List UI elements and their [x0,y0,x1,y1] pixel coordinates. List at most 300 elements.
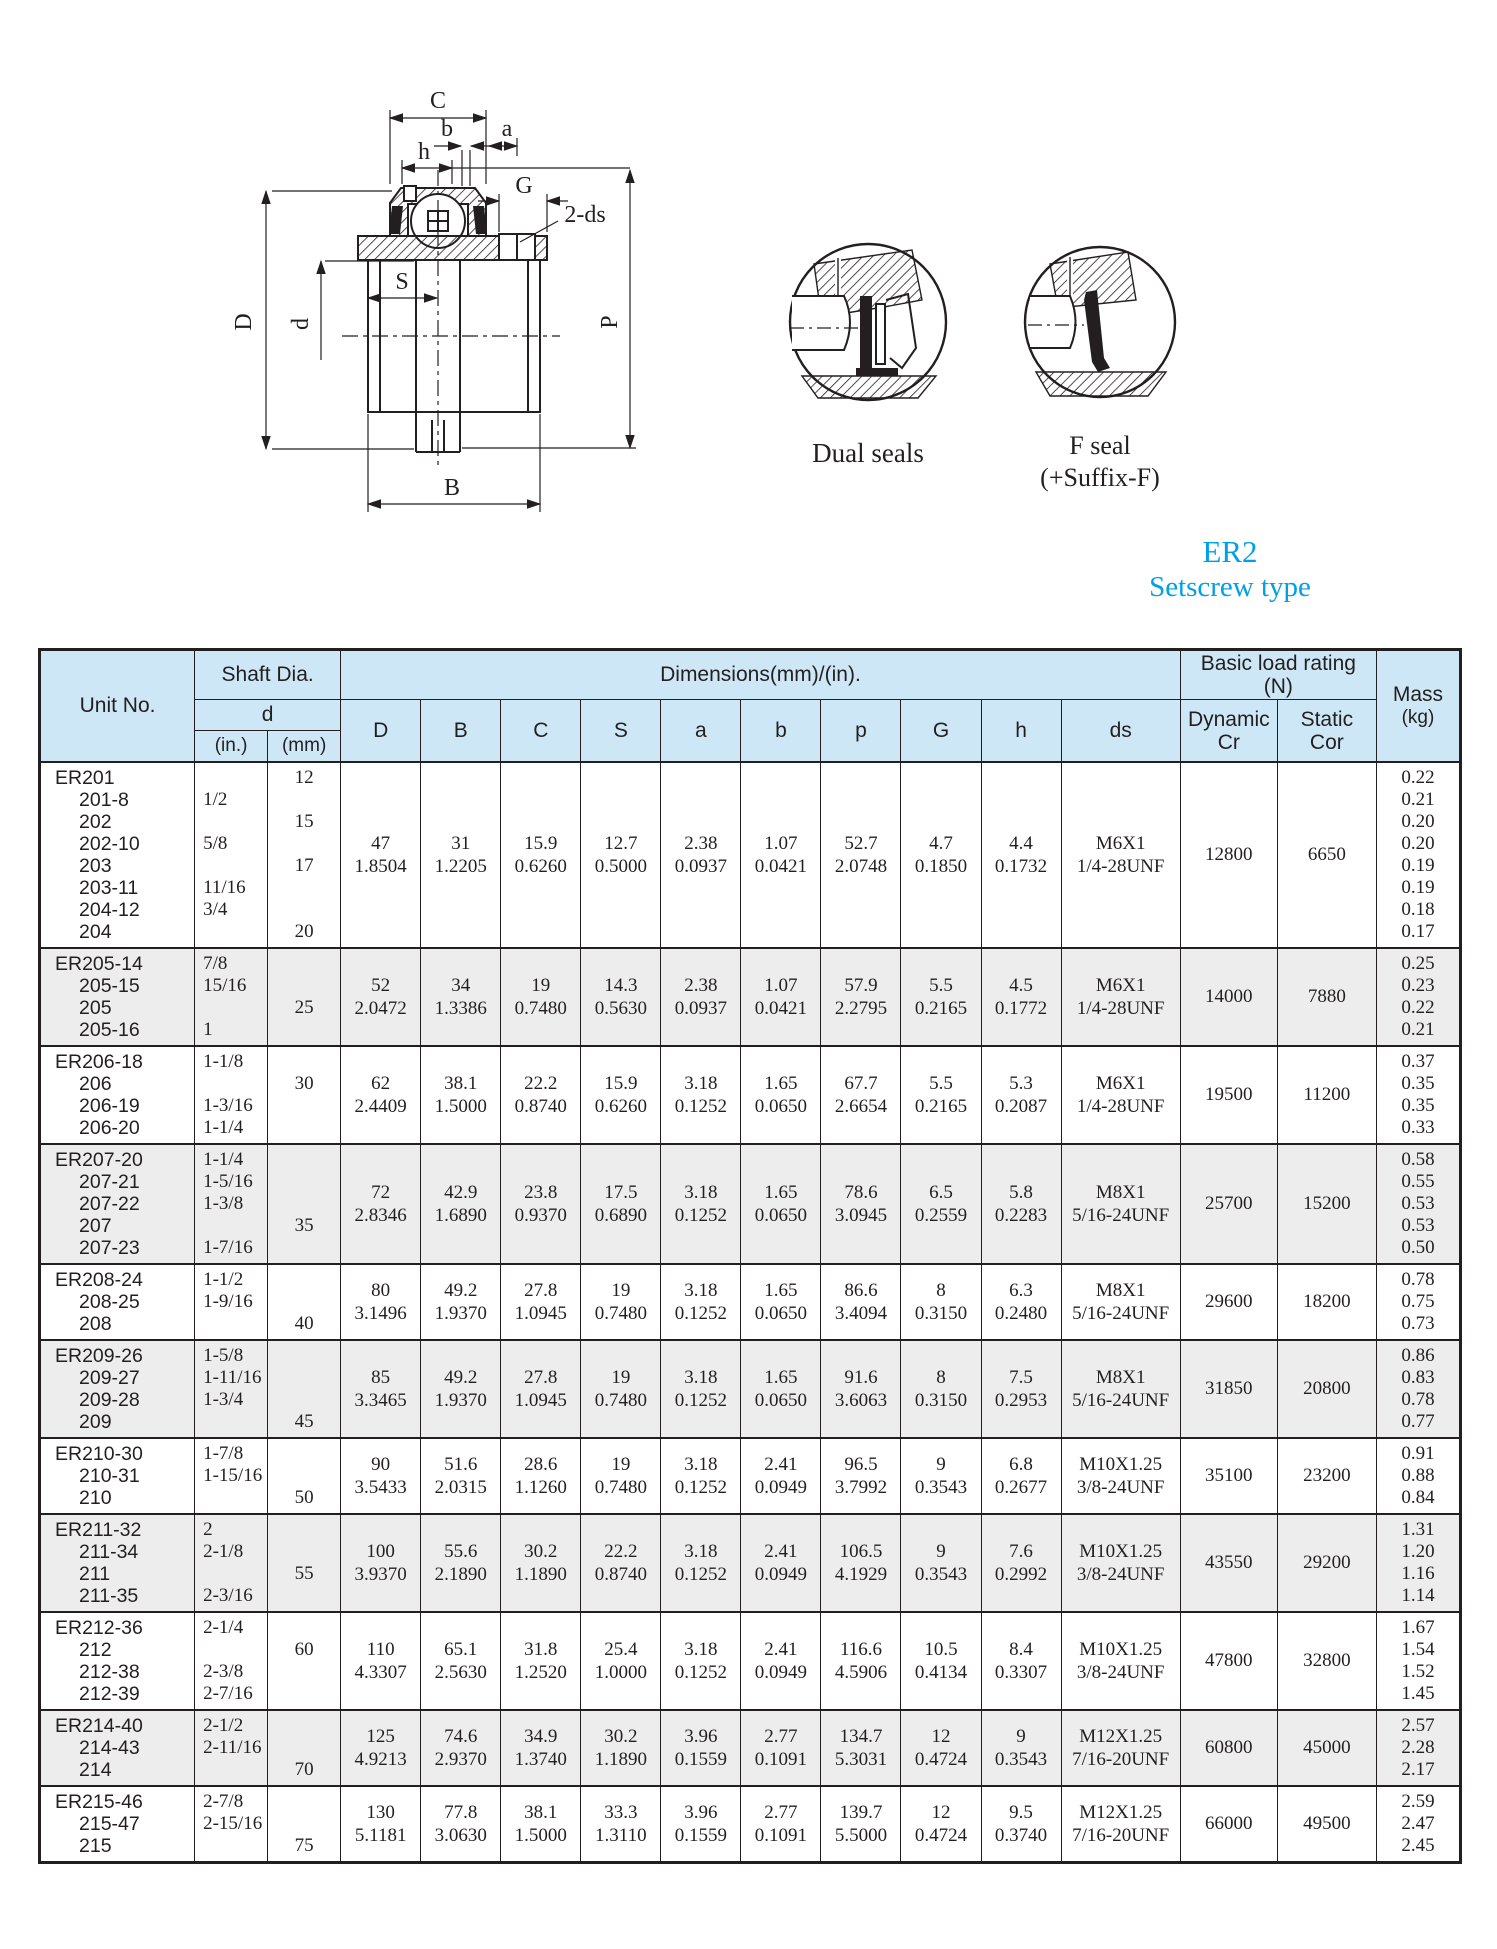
dim-value-line: 0.8740 [594,1564,647,1585]
shaft-dia-mm-value [268,1813,340,1835]
dim-value-line: 38.1 [524,1802,558,1823]
mass-value: 0.20 [1401,833,1435,854]
dim-value-line: 27.8 [524,1367,558,1388]
dim-cell-ds [1061,1438,1180,1514]
dim-value-line: 3.0630 [434,1825,487,1846]
table-row-group [40,1710,1461,1786]
dim-value-line: 2.5630 [434,1662,487,1683]
shaft-dia-mm-value [268,1367,340,1389]
dim-value-line: 3/8-24UNF [1076,1564,1165,1585]
dim-value-line: 130 [366,1802,395,1823]
dim-label-b: b [441,116,453,142]
shaft-dia-in-value: 1-9/16 [203,1291,253,1312]
shaft-dia-in-value [195,1215,267,1237]
dim-cell-a [661,1710,741,1786]
dim-value-pair [581,832,660,878]
dim-value-line: 0.0949 [754,1564,808,1585]
shaft-dia-in-value: 1-1/4 [203,1149,244,1170]
unit-no: ER201 [55,767,115,789]
dim-value-pair [1062,974,1180,1020]
shaft-dia-in-value: 1-7/16 [203,1237,253,1258]
static-cor-cell: 29200 [1277,1514,1376,1612]
dim-value-line: 5.3031 [834,1749,888,1770]
unit-no: 205-16 [79,1019,140,1041]
dim-value-line: 19 [611,1367,631,1388]
dim-value-pair [901,1638,980,1684]
dim-value-line: 0.0421 [754,856,808,877]
dim-cell-S [581,1514,661,1612]
dim-value-pair [982,1072,1061,1118]
static-cor-cell: 15200 [1277,1144,1376,1264]
dim-value-line: M8X1 [1095,1280,1146,1301]
dim-value-line: 90 [371,1454,391,1475]
dim-value-line: 0.1732 [994,856,1048,877]
mass-value: 0.78 [1401,1389,1435,1410]
mass-value: 0.21 [1401,789,1435,810]
dim-value-line: 4.9213 [354,1749,407,1770]
dim-value-line: 0.0650 [754,1096,808,1117]
header-col-C: C [501,700,581,763]
dim-value-line: 0.2677 [994,1477,1048,1498]
dim-value-pair [341,1072,420,1118]
shaft-dia-in-value: 1/2 [203,789,228,810]
dim-cell-S [581,1046,661,1144]
dim-value-line: 0.1252 [674,1205,727,1226]
dim-value-pair [1062,1366,1180,1412]
dim-value-pair [581,1725,660,1771]
dim-value-pair [421,1453,500,1499]
dim-value-line: 77.8 [444,1802,478,1823]
dim-cell-D [341,762,421,948]
dim-cell-ds [1061,1514,1180,1612]
mass-value: 0.73 [1401,1313,1435,1334]
shaft-dia-in-cell [195,1786,268,1863]
shaft-dia-in-cell [195,1612,268,1710]
dim-cell-h [981,1612,1061,1710]
dynamic-cr-cell: 47800 [1180,1612,1277,1710]
dim-value-line: 1.65 [764,1182,798,1203]
dim-cell-C [501,948,581,1046]
dim-cell-B [421,1438,501,1514]
dim-value-pair [581,1801,660,1847]
dim-cell-p [821,1514,901,1612]
unit-no: 207-23 [79,1237,140,1259]
unit-no: ER208-24 [55,1269,143,1291]
dim-label-D: D [231,313,257,331]
mass-value: 0.88 [1401,1465,1435,1486]
shaft-dia-mm-value [268,1519,340,1541]
unit-no: 206 [79,1073,112,1095]
unit-no-cell [40,1514,195,1612]
dim-value-line: 3/8-24UNF [1076,1477,1165,1498]
dim-label-2ds: 2-ds [564,202,606,228]
table-row-group [40,1046,1461,1144]
shaft-dia-mm-value: 15 [294,811,314,832]
shaft-dia-in-cell [195,1046,268,1144]
header-col-h: h [981,700,1061,763]
dim-cell-S [581,762,661,948]
dim-value-line: 1.2520 [514,1662,567,1683]
dim-value-pair [341,1725,420,1771]
dim-value-line: 139.7 [839,1802,883,1823]
dim-value-line: 33.3 [604,1802,638,1823]
dim-value-line: 116.6 [839,1639,882,1660]
static-cor-cell: 45000 [1277,1710,1376,1786]
dim-value-pair [341,1801,420,1847]
dim-value-line: 49.2 [444,1367,478,1388]
dim-value-line: 1.9370 [434,1390,487,1411]
dim-value-line: 1.1260 [514,1477,567,1498]
unit-no: 202-10 [79,833,140,855]
dim-value-line: 3.4094 [834,1303,888,1324]
shaft-dia-mm-value: 50 [294,1487,314,1508]
dim-value-line: 6.3 [1009,1280,1033,1301]
table-header [40,650,1461,763]
shaft-dia-in-value [195,855,267,877]
mass-value: 0.23 [1401,975,1435,996]
dim-value-pair [341,1638,420,1684]
dim-value-line: 0.3150 [914,1390,968,1411]
dim-cell-b [741,1144,821,1264]
unit-no: 215 [79,1835,112,1857]
mass-cell [1376,1340,1460,1438]
dim-value-line: 67.7 [844,1073,878,1094]
dim-value-line: 30.2 [604,1726,638,1747]
dim-value-line: 2.41 [764,1454,798,1475]
dim-cell-D [341,1340,421,1438]
dim-cell-B [421,1264,501,1340]
dim-value-pair [821,1279,900,1325]
dim-value-line: 3.18 [684,1639,718,1660]
shaft-dia-mm-value [268,1269,340,1291]
shaft-dia-mm-value: 55 [294,1563,314,1584]
dim-value-pair [661,1453,740,1499]
dim-cell-a [661,1612,741,1710]
dim-value-line: 0.6890 [594,1205,647,1226]
dim-value-line: 2.8346 [354,1205,407,1226]
dim-cell-a [661,1264,741,1340]
dim-value-line: 4.4 [1009,833,1033,854]
shaft-dia-in-value: 2-1/4 [203,1617,244,1638]
dim-value-pair [581,1072,660,1118]
shaft-dia-mm-value [268,1661,340,1683]
shaft-dia-in-value: 2-1/8 [203,1541,244,1562]
header-col-D: D [341,700,421,763]
dim-value-line: 15.9 [604,1073,638,1094]
dim-cell-C [501,1340,581,1438]
mass-value: 0.53 [1401,1193,1435,1214]
dim-value-pair [501,1279,580,1325]
dim-value-line: 0.8740 [514,1096,567,1117]
mass-value: 2.57 [1401,1715,1435,1736]
table-row-group [40,1264,1461,1340]
dim-value-line: 65.1 [444,1639,478,1660]
dim-value-pair [901,1801,980,1847]
dim-cell-C [501,1264,581,1340]
header-col-p: p [821,700,901,763]
shaft-dia-in-cell [195,1514,268,1612]
shaft-dia-in-value: 15/16 [203,975,247,996]
mass-value: 1.14 [1401,1585,1435,1606]
dim-value-line: 1.0945 [514,1303,567,1324]
dim-cell-ds [1061,948,1180,1046]
shaft-dia-in-value [195,767,267,789]
unit-no: ER215-46 [55,1791,143,1813]
static-cor-cell: 6650 [1277,762,1376,948]
dim-cell-B [421,1144,501,1264]
shaft-dia-mm-value [268,1095,340,1117]
dim-value-line: 4.3307 [354,1662,407,1683]
dim-value-line: 125 [366,1726,395,1747]
shaft-dia-mm-cell [268,948,341,1046]
dim-cell-p [821,1438,901,1514]
dim-value-line: 3.18 [684,1280,718,1301]
dim-value-pair [421,1801,500,1847]
dim-value-line: 0.2165 [914,1096,968,1117]
dim-value-line: 8.4 [1009,1639,1033,1660]
dim-value-pair [421,1638,500,1684]
dynamic-cr-cell: 12800 [1180,762,1277,948]
dim-cell-B [421,1046,501,1144]
unit-no: 202 [79,811,112,833]
dim-value-line: 9 [936,1541,946,1562]
unit-no-cell [40,1710,195,1786]
dim-value-pair [1062,1540,1180,1586]
dim-value-line: 0.0937 [674,856,727,877]
dim-cell-S [581,948,661,1046]
dim-value-pair [1062,832,1180,878]
dim-value-pair [501,1072,580,1118]
dim-value-line: 0.0650 [754,1205,808,1226]
dim-value-line: 3.18 [684,1073,718,1094]
dim-label-d: d [288,318,314,330]
shaft-dia-in-value: 2 [203,1519,213,1540]
dim-cell-h [981,762,1061,948]
shaft-dia-mm-value [268,1443,340,1465]
unit-no: 207-21 [79,1171,140,1193]
dim-cell-D [341,1264,421,1340]
dim-cell-p [821,1144,901,1264]
unit-no: 205 [79,997,112,1019]
shaft-dia-mm-value: 75 [294,1835,314,1856]
dim-value-pair [982,1801,1061,1847]
unit-no-cell [40,1264,195,1340]
dim-value-line: 5/16-24UNF [1072,1303,1170,1324]
dim-value-pair [341,1366,420,1412]
dim-value-line: 0.1850 [914,856,968,877]
dim-value-line: 0.7480 [594,1390,647,1411]
dim-value-line: 19 [611,1280,631,1301]
mass-value: 1.67 [1401,1617,1435,1638]
shaft-dia-in-value: 3/4 [203,899,228,920]
shaft-dia-mm-value [268,1541,340,1563]
unit-no: 206-19 [79,1095,140,1117]
dim-cell-G [901,1786,981,1863]
shaft-dia-mm-value [268,833,340,855]
shaft-dia-in-value: 5/8 [203,833,228,854]
dynamic-line1: Dynamic [1187,707,1270,731]
dim-value-pair [421,1540,500,1586]
dim-value-line: 0.7480 [514,998,567,1019]
dim-value-line: 0.2480 [994,1303,1048,1324]
dim-value-pair [741,974,820,1020]
shaft-dia-mm-value: 25 [294,997,314,1018]
shaft-dia-in-cell [195,948,268,1046]
dim-value-pair [341,1181,420,1227]
dim-value-pair [1062,1181,1180,1227]
mass-value: 0.53 [1401,1215,1435,1236]
dim-value-line: 6.8 [1009,1454,1033,1475]
dim-value-line: 2.38 [684,833,718,854]
dim-value-line: 2.38 [684,975,718,996]
dim-value-line: 0.9370 [514,1205,567,1226]
mass-line2: (kg) [1401,707,1435,728]
dim-value-line: 19 [531,975,551,996]
shaft-dia-mm-cell [268,1514,341,1612]
dim-value-line: 62 [371,1073,391,1094]
dim-cell-h [981,1514,1061,1612]
header-col-a: a [661,700,741,763]
dim-value-pair [341,1540,420,1586]
dim-value-line: M10X1.25 [1079,1454,1163,1475]
header-col-b: b [741,700,821,763]
dim-cell-B [421,1514,501,1612]
dim-value-line: 0.0650 [754,1390,808,1411]
dim-value-line: 3.1496 [354,1303,407,1324]
mass-cell [1376,1710,1460,1786]
dim-value-pair [741,1725,820,1771]
dim-value-pair [901,1181,980,1227]
header-dynamic-cr [1180,700,1277,763]
shaft-dia-in-value [195,997,267,1019]
dim-value-pair [421,1181,500,1227]
dim-value-pair [1062,1638,1180,1684]
shaft-dia-mm-value [268,1237,340,1259]
dim-cell-h [981,1264,1061,1340]
unit-no: 210 [79,1487,112,1509]
dim-value-pair [501,974,580,1020]
dim-value-pair [901,1453,980,1499]
shaft-dia-in-value [195,1487,267,1509]
dim-value-line: 1.5000 [514,1825,567,1846]
dim-value-line: 0.6260 [514,856,567,877]
mass-value: 0.55 [1401,1171,1435,1192]
shaft-dia-in-value: 1-15/16 [203,1465,263,1486]
table-row-group [40,762,1461,948]
dim-value-line: 0.1252 [674,1390,727,1411]
dim-value-line: 0.3740 [994,1825,1048,1846]
header-mm: (mm) [268,731,341,763]
dim-cell-b [741,948,821,1046]
dim-value-line: 0.3543 [994,1749,1048,1770]
dim-value-line: 14.3 [604,975,638,996]
dim-value-line: M6X1 [1095,1073,1146,1094]
dim-value-line: 34.9 [524,1726,558,1747]
mass-value: 0.91 [1401,1443,1435,1464]
dim-value-line: 7/16-20UNF [1072,1825,1170,1846]
shaft-dia-in-value [195,1313,267,1335]
shaft-dia-in-value: 1 [203,1019,213,1040]
dim-cell-D [341,1786,421,1863]
dim-value-pair [661,974,740,1020]
unit-no: ER214-40 [55,1715,143,1737]
dynamic-cr-cell: 31850 [1180,1340,1277,1438]
mass-value: 0.84 [1401,1487,1435,1508]
shaft-dia-in-cell [195,1264,268,1340]
dim-value-line: 1/4-28UNF [1076,1096,1165,1117]
dim-cell-D [341,1046,421,1144]
dim-value-pair [821,1540,900,1586]
f-seal-label-line1: F seal [1069,431,1131,460]
header-unit-no: Unit No. [40,650,195,763]
dim-cell-G [901,1144,981,1264]
dim-cell-S [581,1438,661,1514]
dim-value-pair [501,1638,580,1684]
dim-cell-ds [1061,1264,1180,1340]
dim-value-line: 5.1181 [354,1825,407,1846]
mass-value: 0.78 [1401,1269,1435,1290]
unit-no: 215-47 [79,1813,140,1835]
dim-value-pair [982,1181,1061,1227]
dim-cell-G [901,1710,981,1786]
dim-value-line: 4.7 [929,833,953,854]
mass-value: 0.35 [1401,1095,1435,1116]
dim-value-line: 31.8 [524,1639,558,1660]
shaft-dia-mm-value [268,1193,340,1215]
shaft-dia-mm-value [268,1117,340,1139]
dim-cell-D [341,1438,421,1514]
unit-no: 208 [79,1313,112,1335]
shaft-dia-mm-value [268,1149,340,1171]
dim-value-line: 2.9370 [434,1749,487,1770]
dim-value-line: 1.6890 [434,1205,487,1226]
dim-value-pair [901,1279,980,1325]
dim-value-pair [821,974,900,1020]
dim-cell-a [661,1786,741,1863]
mass-value: 0.22 [1401,767,1435,788]
dual-seals-label: Dual seals [812,438,924,468]
series-name: ER2 [1202,534,1258,569]
unit-no: 212-38 [79,1661,140,1683]
dim-cell-ds [1061,762,1180,948]
dim-cell-C [501,1514,581,1612]
dim-value-line: M6X1 [1095,975,1146,996]
dim-value-line: 19 [611,1454,631,1475]
dynamic-cr-cell: 66000 [1180,1786,1277,1863]
dim-value-pair [901,974,980,1020]
table-row-group [40,948,1461,1046]
dim-cell-D [341,1514,421,1612]
dim-value-line: 3.18 [684,1454,718,1475]
dim-cell-S [581,1612,661,1710]
dim-value-pair [1062,1072,1180,1118]
shaft-dia-mm-value [268,1715,340,1737]
table-body [40,762,1461,1863]
dim-value-line: 1.65 [764,1280,798,1301]
dim-cell-ds [1061,1340,1180,1438]
dim-value-pair [661,1540,740,1586]
dim-value-line: 3.3465 [354,1390,407,1411]
dim-value-line: 5.5 [929,975,953,996]
dim-value-line: 85 [371,1367,391,1388]
table-row-group [40,1612,1461,1710]
dim-cell-S [581,1264,661,1340]
unit-no: 208-25 [79,1291,140,1313]
dim-cell-p [821,1786,901,1863]
dim-value-pair [661,1279,740,1325]
dim-value-pair [581,974,660,1020]
dim-value-line: 1.3110 [595,1825,647,1846]
